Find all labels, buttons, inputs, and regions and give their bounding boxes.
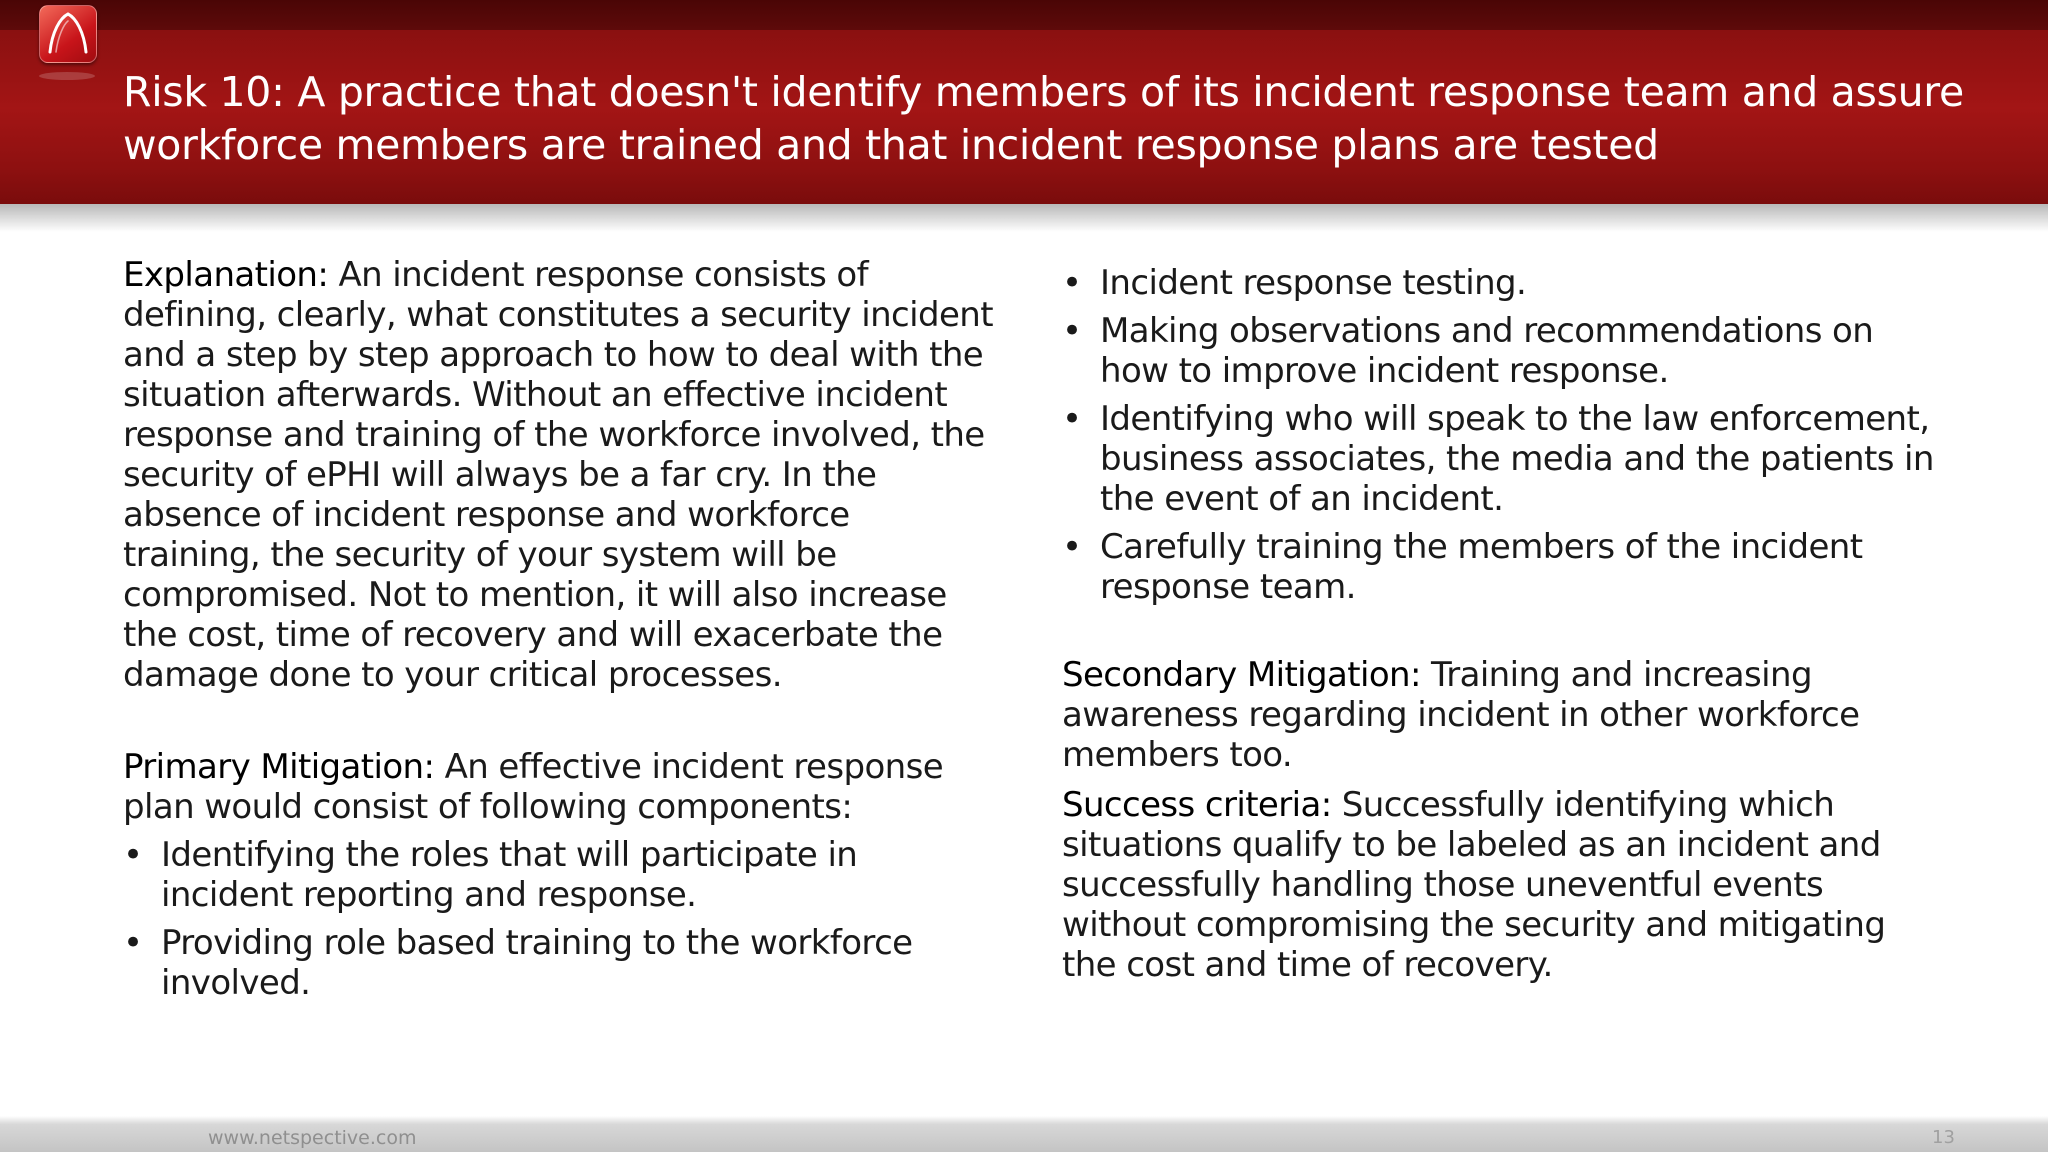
primary-mitigation-label: Primary Mitigation: <box>123 747 435 787</box>
list-item: • Making observations and recommendations on how to improve incident response. <box>1062 311 1942 391</box>
list-item: • Incident response testing. <box>1062 263 1942 303</box>
netspective-arch-icon <box>39 5 97 63</box>
banner-shadow <box>0 204 2048 232</box>
logo-reflection <box>39 72 95 80</box>
top-bar <box>0 0 2048 30</box>
footer-shadow <box>0 1116 2048 1124</box>
footer-url[interactable]: www.netspective.com <box>208 1127 417 1149</box>
list-item: • Carefully training the members of the incident response team. <box>1062 527 1942 607</box>
success-criteria-label: Success criteria: <box>1062 785 1332 825</box>
secondary-mitigation-text: Training and increasing awareness regarding incident in other workforce members too. <box>1062 655 1860 775</box>
page-number: 13 <box>1932 1127 1955 1148</box>
mitigation-components-list <box>1062 263 1942 607</box>
success-criteria-paragraph <box>1062 785 1942 985</box>
primary-mitigation-list <box>123 835 993 1003</box>
primary-mitigation-text: An effective incident response plan would consist of following components: <box>123 747 944 827</box>
success-criteria-text: Successfully identifying which situations qualify to be labeled as an incident and successfully handling those uneventful events without compromising the security and mitigating the cost and time of recovery. <box>1062 785 1886 985</box>
list-item: • Identifying the roles that will participate in incident reporting and response. <box>123 835 993 915</box>
explanation-paragraph <box>123 255 993 695</box>
secondary-mitigation-paragraph <box>1062 655 1942 775</box>
explanation-text: An incident response consists of defining, clearly, what constitutes a security incident and a step by step approach to how to deal with the situation afterwards. Without an effective incident response and training of the workforce involved, the security of ePHI will always be a far cry. In the absence of incident response and workforce training, the security of your system will be compromised. Not to mention, it will also increase the cost, time of recovery and will exacerbate the damage done to your critical processes. <box>123 255 993 695</box>
list-item: • Identifying who will speak to the law enforcement, business associates, the media and the patients in the event of an incident. <box>1062 399 1942 519</box>
list-item: • Providing role based training to the workforce involved. <box>123 923 993 1003</box>
explanation-label: Explanation: <box>123 255 329 295</box>
slide-title: Risk 10: A practice that doesn't identify members of its incident response team and assure workforce members are trained and that incident response plans are tested <box>123 68 1964 169</box>
secondary-mitigation-label: Secondary Mitigation: <box>1062 655 1421 695</box>
primary-mitigation-paragraph <box>123 747 993 827</box>
right-column <box>1062 255 1942 985</box>
left-column <box>123 255 993 1011</box>
